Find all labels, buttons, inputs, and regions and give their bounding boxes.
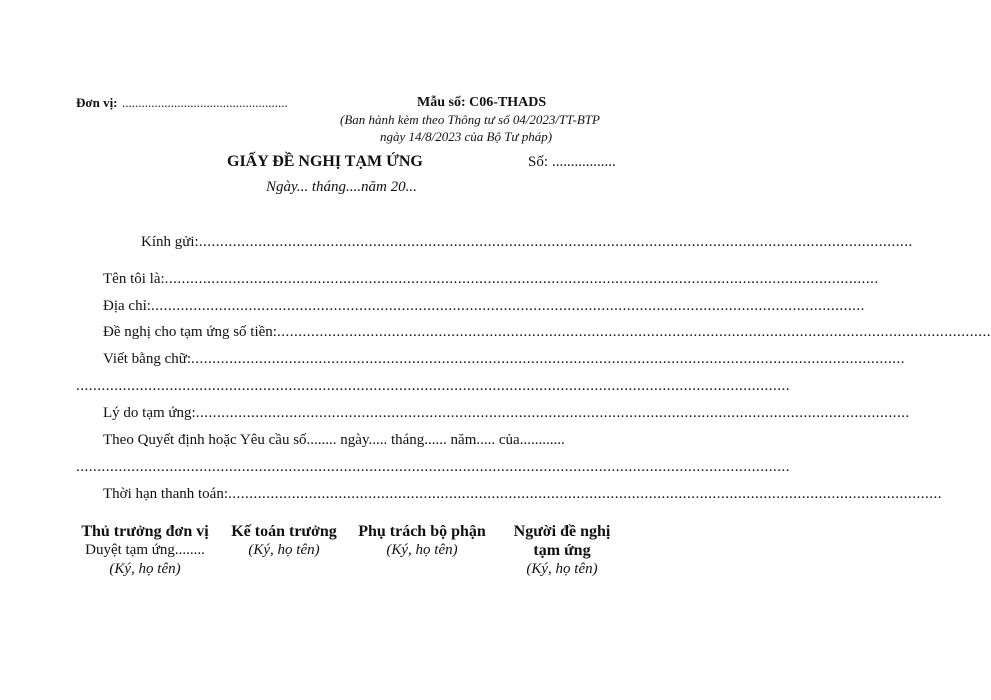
head-title: Thủ trưởng đơn vị (81, 523, 209, 540)
requester-title-2: tạm ứng (533, 542, 591, 559)
continuation-dots-1: ........................................................................................................................................................................ (76, 378, 790, 394)
name-dots: ........................................................................................................................................................................ (164, 271, 879, 287)
number-dots: ................. (552, 154, 616, 170)
issued-note-line2: ngày 14/8/2023 của Bộ Tư pháp) (380, 129, 553, 144)
dept-title: Phụ trách bộ phận (358, 523, 486, 540)
deadline-label: Thời hạn thanh toán: (103, 486, 228, 502)
accountant-title: Kế toán trưởng (231, 523, 337, 540)
address-dots: ........................................................................................................................................................................ (150, 298, 865, 314)
address-line (103, 296, 865, 316)
amount-words-dots: ........................................................................................................................................................................ (191, 351, 906, 367)
continuation-line-1 (76, 376, 790, 396)
reason-dots: ........................................................................................................................................................................ (195, 405, 910, 421)
head-sign-note: (Ký, họ tên) (109, 561, 181, 577)
recipient-label: Kính gửi: (141, 234, 199, 250)
recipient-dots: ........................................................................................................................................................................ (198, 234, 913, 250)
deadline-dots: ........................................................................................................................................................................ (228, 486, 942, 502)
date-line: Ngày... tháng....năm 20... (266, 179, 417, 195)
continuation-dots-2: ........................................................................................................................................................................ (76, 459, 790, 475)
signature-accountant (222, 522, 346, 560)
document-title: GIẤY ĐỀ NGHỊ TẠM ỨNG (227, 153, 423, 170)
signature-head (70, 522, 220, 579)
head-approve: Duyệt tạm ứng........ (85, 542, 205, 558)
amount-words-line (103, 349, 906, 369)
continuation-line-2 (76, 457, 790, 477)
requester-title-1: Người đề nghị (513, 523, 611, 540)
number-label: Số: (528, 154, 549, 170)
amount-label: Đề nghị cho tạm ứng số tiền: (103, 324, 277, 340)
amount-line (103, 322, 991, 342)
issued-note-line1: (Ban hành kèm theo Thông tư số 04/2023/TT-BTP (340, 112, 600, 127)
dept-sign-note: (Ký, họ tên) (386, 542, 458, 558)
accountant-sign-note: (Ký, họ tên) (248, 542, 320, 558)
signature-requester (500, 522, 624, 579)
name-line (103, 269, 879, 289)
recipient-line (141, 232, 913, 252)
decision-line (103, 430, 626, 450)
unit-label: Đơn vị: (76, 95, 118, 110)
reason-line (103, 403, 910, 423)
amount-words-label: Viết bằng chữ: (103, 351, 192, 367)
deadline-line (103, 484, 942, 504)
name-label: Tên tôi là: (103, 271, 165, 287)
signature-department (350, 522, 494, 560)
unit-dots: ................................................... (122, 95, 288, 110)
requester-sign-note: (Ký, họ tên) (526, 561, 598, 577)
decision-text: Theo Quyết định hoặc Yêu cầu số........ ngày..... tháng...... năm..... của............ (103, 432, 565, 448)
amount-dots: ........................................................................................................................................................................ (276, 324, 991, 340)
reason-label: Lý do tạm ứng: (103, 405, 196, 421)
form-code: Mẫu số: C06-THADS (417, 95, 547, 110)
address-label: Địa chỉ: (103, 298, 151, 314)
